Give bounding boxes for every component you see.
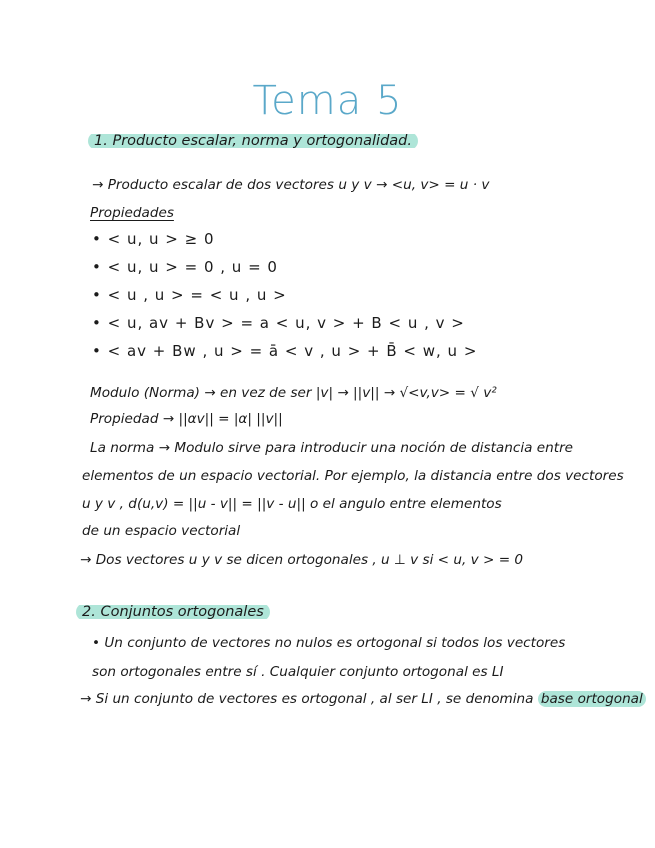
paragraph-line-1: La norma → Modulo sirve para introducir una noción de distancia entre — [90, 440, 574, 456]
orthogonal-definition-line: → Dos vectores u y v se dicen ortogonales , u ⊥ v si < u, v > = 0 — [80, 552, 524, 568]
property-item-1: • < u, u > ≥ 0 — [92, 230, 215, 248]
section-2-line-3 — [80, 690, 646, 708]
property-item-4: • < u, av + Bv > = a < u, v > + B < u , v > — [92, 314, 465, 332]
property-item-5: • < av + Bw , u > = ā < v , u > + B̄ < w, u > — [92, 342, 478, 360]
paragraph-line-4: de un espacio vectorial — [82, 523, 241, 539]
property-item-2: • < u, u > = 0 , u = 0 — [92, 258, 278, 276]
section-2-line-1: • Un conjunto de vectores no nulos es ortogonal si todos los vectores — [92, 635, 566, 651]
orthogonal-basis-highlight: base ortogonal — [538, 691, 646, 707]
scalar-product-definition: → Producto escalar de dos vectores u y v → <u, v> = u · v — [92, 177, 490, 193]
properties-label: Propiedades — [90, 205, 174, 221]
orthogonal-basis-text: → Si un conjunto de vectores es ortogonal , al ser LI , se denomina — [80, 691, 534, 707]
section-2-heading: 2. Conjuntos ortogonales — [76, 603, 270, 621]
paragraph-line-3: u y v , d(u,v) = ||u - v|| = ||v - u|| o el angulo entre elementos — [82, 496, 502, 512]
property-item-3: • < u , u > = < u , u > — [92, 286, 287, 304]
norm-property-line: Propiedad → ||αv|| = |α| ||v|| — [90, 411, 283, 427]
paragraph-line-2: elementos de un espacio vectorial. Por ejemplo, la distancia entre dos vectores — [82, 468, 624, 484]
section-1-heading: 1. Producto escalar, norma y ortogonalidad. — [88, 132, 418, 150]
section-2-line-2: son ortogonales entre sí . Cualquier conjunto ortogonal es LI — [92, 664, 504, 680]
page-title: Tema 5 — [252, 78, 403, 124]
module-norm-line: Modulo (Norma) → en vez de ser |v| → ||v|| → √<v,v> = √ v² — [90, 385, 497, 401]
